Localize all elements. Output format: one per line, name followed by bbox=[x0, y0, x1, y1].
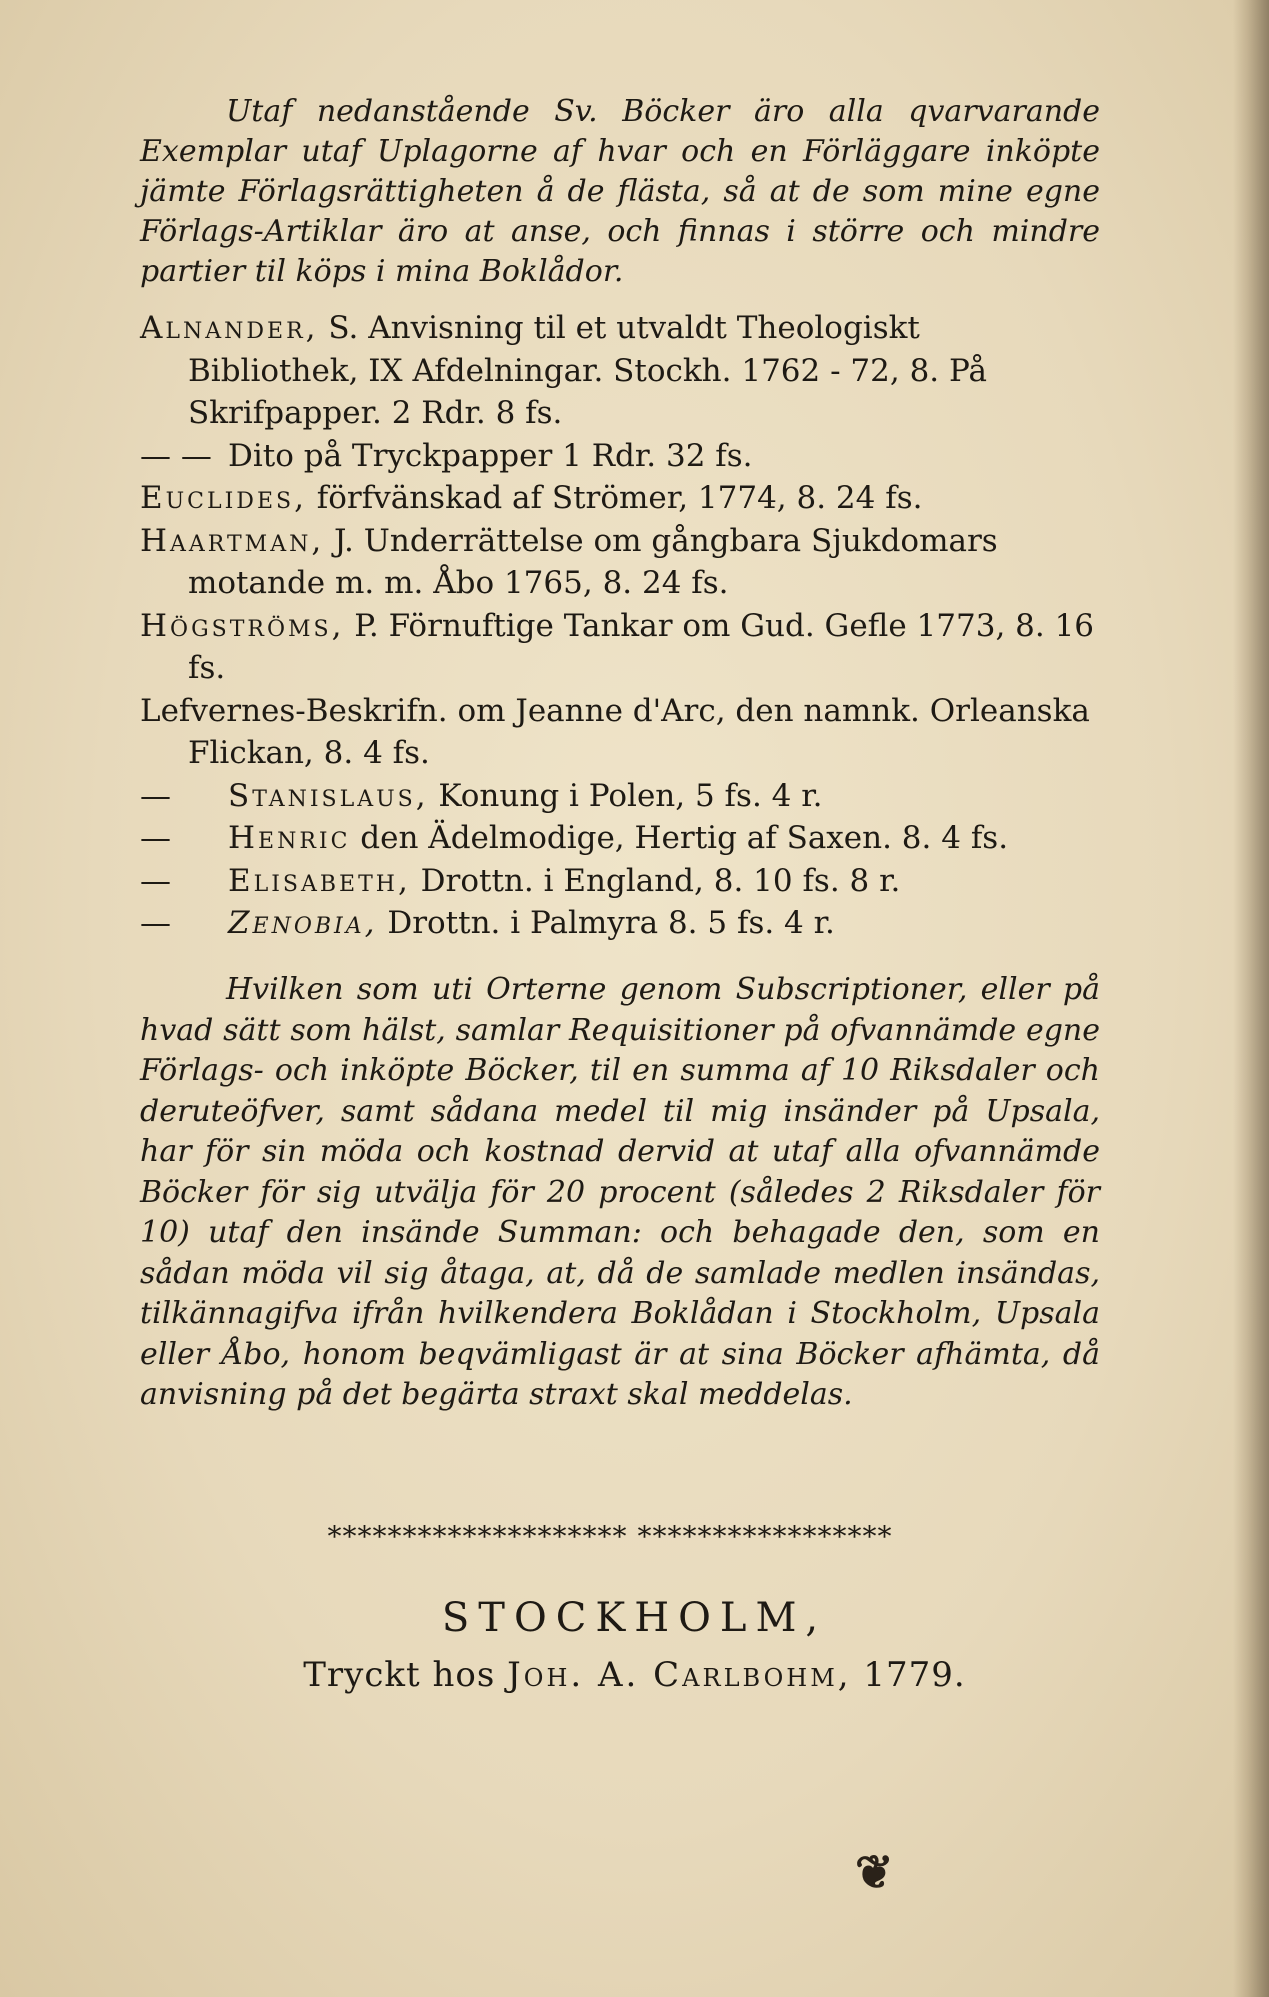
entry-author: Henric bbox=[228, 820, 351, 856]
entry-dash: — bbox=[140, 777, 171, 814]
intro-paragraph: Utaf nedanstående Sv. Böcker äro alla qvarvarande Exemplar utaf Uplagorne af hvar och en Förläggare inköpte jämte Förlagsrättigheten å de flästa, så at de som mine egne Förlags-Artiklar äro at anse, och finnas i större och mindre partier til köps i mina Boklådor. bbox=[140, 94, 1100, 289]
entry-text: förfvänskad af Strömer, 1774, 8. 24 fs. bbox=[306, 480, 923, 516]
entry-text: den Ädelmodige, Hertig af Saxen. 8. 4 fs. bbox=[350, 820, 1009, 856]
list-item bbox=[140, 435, 1100, 478]
imprint-printer: Joh. A. Carlbohm, bbox=[507, 1655, 852, 1695]
entry-author: Stanislaus, bbox=[228, 777, 429, 814]
list-item bbox=[140, 775, 1100, 818]
entry-text: Dito på Tryckpapper 1 Rdr. 32 fs. bbox=[228, 437, 753, 474]
entry-text: Konung i Polen, 5 fs. 4 r. bbox=[428, 777, 823, 814]
list-item bbox=[140, 902, 1100, 945]
list-item bbox=[140, 690, 1100, 775]
list-item bbox=[140, 520, 1100, 605]
entry-dash: — bbox=[140, 905, 171, 941]
subscription-paragraph: Hvilken som uti Orterne genom Subscriptioner, eller på hvad sätt som hälst, samlar Requisitioner på ofvannämde egne Förlags- och inköpte Böcker, til en summa af 10 Riksdaler och deruteöfver, samt sådana medel til mig insänder på Upsala, har för sin möda och kostnad dervid at utaf alla ofvannämde Böcker för sig utvälja för 20 procent (således 2 Riksdaler för 10) utaf den insände Summan: och behagade den, som en sådan möda vil sig åtaga, at, då de samlade medlen insändas, tilkännagifva ifrån hvilkendera Boklådan i Stockholm, Upsala eller Åbo, honom beqvämligast är at sina Böcker afhämta, då anvisning på det begärta straxt skal meddelas. bbox=[140, 972, 1100, 1412]
list-item bbox=[140, 860, 1100, 903]
entry-author: Alnander, bbox=[140, 310, 319, 346]
entry-author: Högströms, bbox=[140, 607, 345, 644]
list-item bbox=[140, 605, 1100, 690]
entry-text: Lefvernes-Beskrifn. om Jeanne d'Arc, den namnk. Orleanska Flickan, 8. 4 fs. bbox=[140, 692, 1090, 771]
binding-shadow bbox=[1233, 0, 1269, 1997]
printer-mark-icon: ❦ bbox=[855, 1845, 894, 1899]
entry-text: Drottn. i England, 8. 10 fs. 8 r. bbox=[410, 862, 901, 899]
entry-dash: — — bbox=[140, 437, 212, 474]
list-item bbox=[140, 307, 1100, 435]
imprint-city: STOCKHOLM, bbox=[441, 1595, 828, 1641]
imprint-year: 1779. bbox=[851, 1655, 966, 1695]
entry-dash: — bbox=[140, 862, 171, 899]
entry-text: J. Underrättelse om gångbara Sjukdomars motande m. m. Åbo 1765, 8. 24 fs. bbox=[188, 522, 998, 601]
asterisk-rule: ******************** ***************** bbox=[327, 1520, 893, 1553]
entry-author: Zenobia, bbox=[228, 905, 378, 941]
entry-dash: — bbox=[140, 820, 171, 856]
entry-text: S. Anvisning til et utvaldt Theologiskt Bibliothek, IX Afdelningar. Stockh. 1762 - 72, 8. På Skrifpapper. 2 Rdr. 8 fs. bbox=[188, 310, 987, 431]
entry-text: P. Förnuftige Tankar om Gud. Gefle 1773, 8. 16 fs. bbox=[188, 607, 1095, 686]
entry-text: Drottn. i Palmyra 8. 5 fs. 4 r. bbox=[377, 905, 835, 941]
entry-author: Haartman, bbox=[140, 522, 325, 559]
list-item bbox=[140, 817, 1100, 860]
book-list bbox=[140, 307, 1100, 945]
entry-author: Euclides, bbox=[140, 480, 307, 516]
list-item bbox=[140, 477, 1100, 520]
entry-author: Elisabeth, bbox=[228, 862, 411, 899]
imprint-line bbox=[0, 1655, 1269, 1695]
imprint-prefix: Tryckt hos bbox=[303, 1655, 508, 1695]
